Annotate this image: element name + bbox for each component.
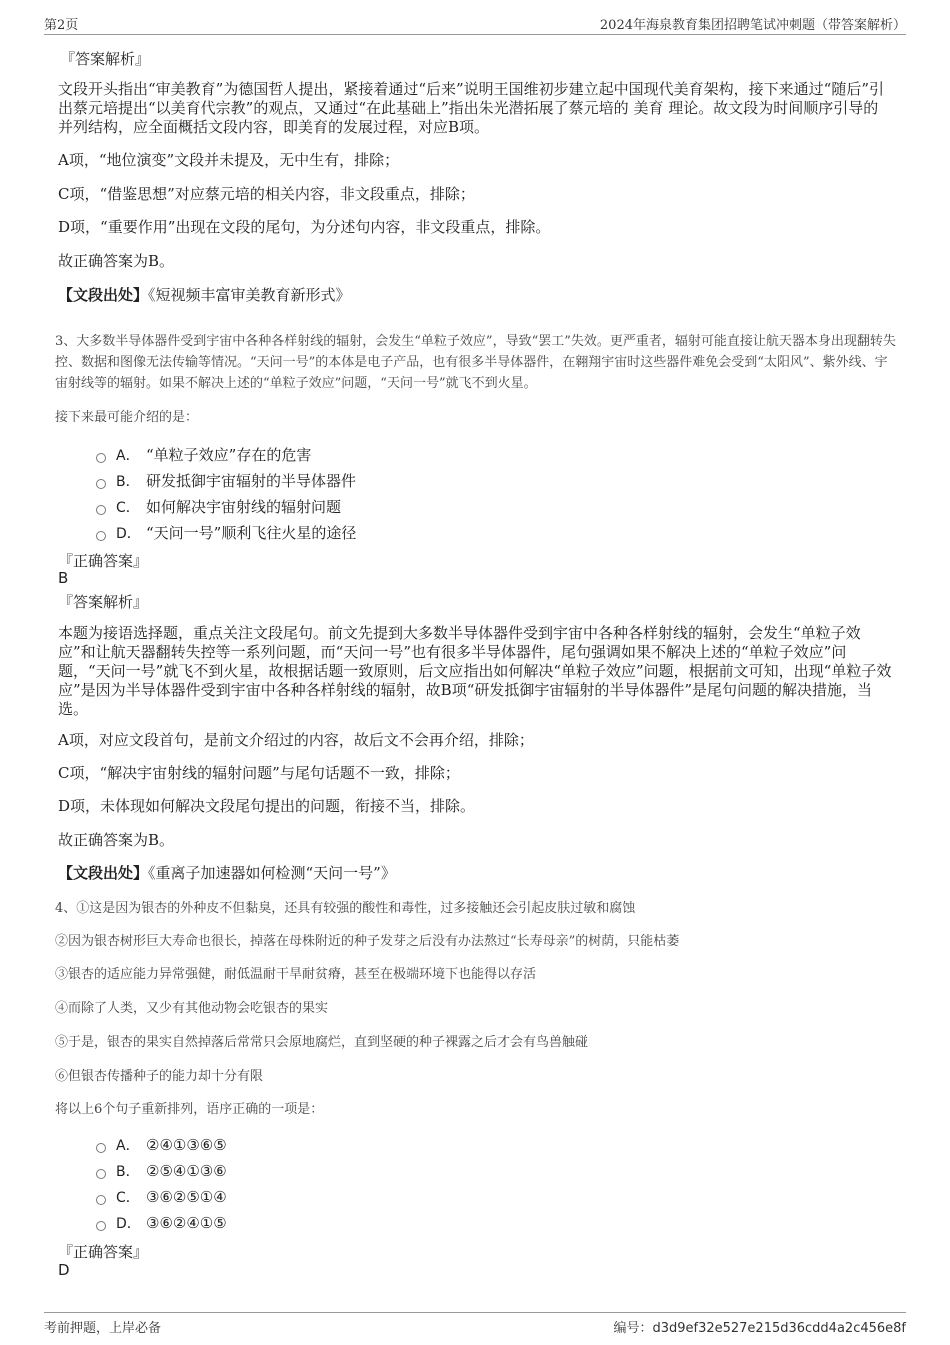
- q2-option-c-analysis: C项，“借鉴思想”对应蔡元培的相关内容，非文段重点，排除；: [58, 185, 475, 203]
- q4-option-d[interactable]: D． ③⑥②④①⑤: [96, 1213, 227, 1233]
- q3-option-d-analysis: D项，未体现如何解决文段尾句提出的问题，衔接不当，排除。: [58, 797, 476, 815]
- radio-button-icon[interactable]: [96, 1195, 106, 1205]
- q2-source-label: 【文段出处】: [58, 286, 149, 304]
- q2-conclusion: 故正确答案为B。: [58, 252, 175, 270]
- q3-option-a[interactable]: A． “单粒子效应”存在的危害: [96, 444, 311, 465]
- radio-button-icon[interactable]: [96, 453, 106, 463]
- q3-analysis-label: 『答案解析』: [58, 593, 149, 611]
- radio-button-icon[interactable]: [96, 1169, 106, 1179]
- q3-answer-label: 『正确答案』: [58, 552, 149, 570]
- q3-analysis-text: 本题为接语选择题，重点关注文段尾句。前文先提到大多数半导体器件受到宇宙中各种各样射线的辐射，会发生“单粒子效应”和让航天器翻转失控等一系列问题，而“天问一号”也有很多半导体器件，尾句强调如果不解决上述的“单粒子效应”问题，“天问一号”就飞不到火星，故根据话题一致原则，后文应指出如何解决“单粒子效应”问题，根据前文可知，出现“单粒子效应”是因为半导体器件受到宇宙中各种各样射线的辐射，故B项“研发抵御宇宙辐射的半导体器件”是尾句问题的解决措施，当选。: [58, 624, 892, 718]
- radio-button-icon[interactable]: [96, 1221, 106, 1231]
- page-header: [44, 12, 906, 35]
- q2-analysis-text: 文段开头指出“审美教育”为德国哲人提出，紧接着通过“后来”说明王国维初步建立起中国现代美育架构，接下来通过“随后”引出蔡元培提出“以美育代宗教”的观点，又通过“在此基础上”指出朱光潜拓展了蔡元培的 美育 理论。故文段为时间顺序引导的并列结构，应全面概括文段内容，即美育的发展过程，对应B项。: [58, 80, 885, 136]
- footer-code: [613, 1317, 906, 1336]
- radio-button-icon[interactable]: [96, 479, 106, 489]
- q4-sentence-5: ⑤于是，银杏的果实自然掉落后常常只会原地腐烂，直到坚硬的种子裸露之后才会有鸟兽触碰: [55, 1035, 589, 1050]
- q3-source-label: 【文段出处】: [58, 864, 149, 882]
- q2-option-a-analysis: A项，“地位演变”文段并未提及，无中生有，排除；: [58, 151, 400, 169]
- radio-button-icon[interactable]: [96, 505, 106, 515]
- radio-button-icon[interactable]: [96, 531, 106, 541]
- q3-question-text: 3、大多数半导体器件受到宇宙中各种各样射线的辐射，会发生“单粒子效应”，导致“罢工”失效。更严重者，辐射可能直接让航天器本身出现翻转失控、数据和图像无法传输等情况。“天问一号”的本体是电子产品，也有很多半导体器件，在翱翔宇宙时这些器件难免会受到“太阳风”、紫外线、宇宙射线等的辐射。如果不解决上述的“单粒子效应”问题，“天问一号”就飞不到火星。: [55, 334, 896, 391]
- q4-answer-label: 『正确答案』: [58, 1243, 149, 1261]
- q3-option-d[interactable]: D． “天问一号”顺利飞往火星的途径: [96, 522, 356, 543]
- q2-source: [58, 286, 351, 305]
- q3-source: [58, 864, 396, 883]
- page-number: 第2页: [44, 18, 79, 33]
- page-footer: [44, 1312, 906, 1339]
- q4-option-a[interactable]: A． ②④①③⑥⑤: [96, 1135, 227, 1155]
- document-title: 2024年海泉教育集团招聘笔试冲刺题（带答案解析）: [599, 18, 906, 33]
- q2-source-text: 《短视频丰富审美教育新形式》: [148, 286, 351, 304]
- q3-option-c[interactable]: C． 如何解决宇宙射线的辐射问题: [96, 496, 341, 517]
- q3-conclusion: 故正确答案为B。: [58, 831, 175, 849]
- footer-code-value: d3d9ef32e527e215d36cdd4a2c456e8f: [652, 1321, 906, 1336]
- footer-slogan: 考前押题，上岸必备: [44, 1321, 162, 1336]
- q3-source-text: 《重离子加速器如何检测“天问一号”》: [148, 864, 396, 882]
- q3-answer: B: [58, 569, 69, 587]
- q2-analysis-label: 『答案解析』: [60, 50, 151, 68]
- q3-option-c-analysis: C项，“解决宇宙射线的辐射问题”与尾句话题不一致，排除；: [58, 764, 460, 782]
- q4-sentence-3: ③银杏的适应能力异常强健，耐低温耐干旱耐贫瘠，甚至在极端环境下也能得以存活: [55, 967, 537, 982]
- q4-answer: D: [58, 1261, 70, 1279]
- q4-sentence-1: 4、①这是因为银杏的外种皮不但黏臭，还具有较强的酸性和毒性，过多接触还会引起皮肤过敏和腐蚀: [55, 901, 636, 916]
- q4-sentence-4: ④而除了人类，又少有其他动物会吃银杏的果实: [55, 1001, 329, 1016]
- q2-option-d-analysis: D项，“重要作用”出现在文段的尾句，为分述句内容，非文段重点，排除。: [58, 218, 551, 236]
- footer-code-label: 编号：: [613, 1321, 653, 1336]
- radio-button-icon[interactable]: [96, 1143, 106, 1153]
- q4-option-c[interactable]: C． ③⑥②⑤①④: [96, 1187, 227, 1207]
- q4-option-b[interactable]: B． ②⑤④①③⑥: [96, 1161, 227, 1181]
- q4-prompt: 将以上6个句子重新排列，语序正确的一项是：: [55, 1102, 324, 1117]
- q4-sentence-6: ⑥但银杏传播种子的能力却十分有限: [55, 1069, 264, 1084]
- q3-prompt: 接下来最可能介绍的是：: [55, 410, 199, 425]
- q3-option-b[interactable]: B． 研发抵御宇宙辐射的半导体器件: [96, 470, 356, 491]
- q3-option-a-analysis: A项，对应文段首句，是前文介绍过的内容，故后文不会再介绍，排除；: [58, 731, 534, 749]
- q4-sentence-2: ②因为银杏树形巨大寿命也很长，掉落在母株附近的种子发芽之后没有办法熬过“长寿母亲”的树荫，只能枯萎: [55, 934, 680, 949]
